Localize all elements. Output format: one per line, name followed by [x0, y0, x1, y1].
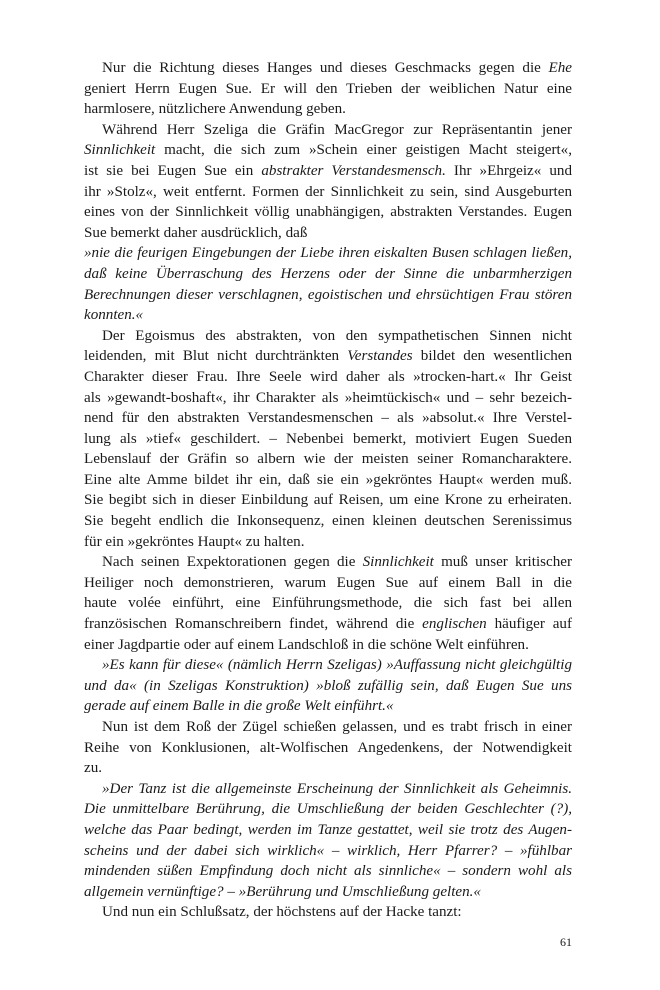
- text-line: [84, 696, 572, 717]
- italic-text: Die unmittelbare Berührung, die Umschließung der beiden Geschlechter (?),: [84, 801, 572, 818]
- book-page-text: [84, 58, 572, 923]
- text-line: [84, 182, 572, 203]
- body-text: Heiliger noch demonstrieren, warum Eugen Sue auf einem Ball in die: [84, 574, 572, 591]
- body-text: als »gewandt-boshaft«, ihr Charakter als »heimtückisch« und – sehr bezeich-: [84, 389, 572, 406]
- body-text: Nach seinen Expektorationen gegen die: [102, 554, 363, 571]
- text-line: [84, 841, 572, 862]
- text-line: [84, 573, 572, 594]
- body-text: harmlosere, nützlichere Anwendung geben.: [84, 101, 346, 118]
- text-line: [84, 79, 572, 100]
- body-text: Nur die Richtung dieses Hanges und dieses Geschmacks gegen die: [102, 60, 549, 76]
- italic-text: Berechnungen dieser verschlagnen, egoistischen und ehrsüchtigen Frau stören: [84, 286, 572, 303]
- text-line: [84, 532, 572, 553]
- text-line: [84, 902, 572, 923]
- text-line: [84, 326, 572, 347]
- text-line: [84, 614, 572, 635]
- text-line: [84, 285, 572, 306]
- body-text: Ihr »Ehrgeiz« und: [445, 162, 572, 179]
- text-line: [84, 243, 572, 264]
- body-text: Der Egoismus des abstrakten, von den sympathetischen Sinnen nicht: [102, 327, 572, 344]
- body-text: eines von der Sinnlichkeit völlig unabhängigen, abstrakten Verstandes. Eugen: [84, 204, 572, 221]
- body-text: Während Herr Szeliga die Gräfin MacGregor zur Repräsentantin jener: [102, 121, 572, 138]
- text-line: [84, 305, 572, 326]
- text-line: [84, 655, 572, 676]
- body-text: zu.: [84, 760, 103, 777]
- body-text: Sie begeht endlich die Inkonsequenz, einen kleinen deutschen Serenissimus: [84, 513, 572, 530]
- italic-text: gerade auf einem Balle in die große Welt einführt.«: [84, 698, 394, 715]
- italic-text: »nie die feurigen Eingebungen der Liebe ihren eiskalten Busen schlagen ließen,: [84, 245, 572, 262]
- text-line: [84, 264, 572, 285]
- text-line: [84, 738, 572, 759]
- text-line: [84, 346, 572, 367]
- body-text: Eine alte Amme bildet ihr ein, daß sie ein »gekröntes Haupt« werden muß.: [84, 471, 572, 488]
- italic-text: und da« (in Szeligas Konstruktion) »bloß zufällig sein, daß Eugen Sue uns: [84, 677, 572, 694]
- text-line: [84, 593, 572, 614]
- text-line: [84, 161, 572, 182]
- body-text: Charakter dieser Frau. Ihre Seele wird daher als »trocken-hart.« Ihr Geist: [84, 368, 572, 385]
- italic-text: englischen: [422, 616, 487, 633]
- text-line: [84, 861, 572, 882]
- body-text: französischen Romanschreibern findet, während die: [84, 616, 423, 633]
- text-line: [84, 470, 572, 491]
- text-line: [84, 449, 572, 470]
- text-line: [84, 429, 572, 450]
- text-line: [84, 408, 572, 429]
- italic-text: Ehe: [548, 60, 572, 76]
- body-text: Sie begibt sich in dieser Einbildung auf Reisen, um eine Krone zu erheiraten.: [84, 492, 572, 509]
- text-line: [84, 779, 572, 800]
- page-number: 61: [560, 935, 572, 949]
- body-text: nend für den abstrakten Verstandesmenschen – als »absolut.« Ihre Verstel-: [84, 410, 572, 427]
- body-text: bildet den wesentlichen: [412, 348, 572, 365]
- text-line: [84, 635, 572, 656]
- text-line: [84, 202, 572, 223]
- body-text: ist sie bei Eugen Sue ein: [84, 162, 262, 179]
- text-line: [84, 882, 572, 903]
- italic-text: Verstandes: [347, 348, 413, 365]
- text-line: [84, 120, 572, 141]
- body-text: geniert Herrn Eugen Sue. Er will den Trieben der weiblichen Natur eine: [84, 80, 572, 97]
- body-text: Sue bemerkt daher ausdrücklich, daß: [84, 224, 308, 241]
- italic-text: welche das Paar bedingt, werden im Tanze gestattet, weil sie trotz des Augen-: [84, 821, 572, 838]
- italic-text: »Der Tanz ist die allgemeinste Erscheinung der Sinnlichkeit als Geheimnis.: [102, 780, 572, 797]
- italic-text: »Es kann für diese« (nämlich Herrn Szeligas) »Auffassung nicht gleichgültig: [102, 657, 572, 674]
- body-text: Nun ist dem Roß der Zügel schießen gelassen, und es trabt frisch in einer: [102, 719, 572, 735]
- italic-text: Sinnlichkeit: [84, 142, 156, 159]
- italic-text: konnten.«: [84, 307, 144, 324]
- body-text: für ein »gekröntes Haupt« zu halten.: [84, 533, 305, 550]
- italic-text: mindenden süßen Empfindung doch nicht als sinnliche« – sondern wohl als: [84, 863, 572, 880]
- italic-text: scheins und der dabei sich wirklich« – wirklich, Herr Pfarrer? – »fühlbar: [84, 842, 572, 859]
- italic-text: Sinnlichkeit: [362, 554, 434, 571]
- text-line: [84, 820, 572, 841]
- body-text: leidenden, mit Blut nicht durchtränkten: [84, 348, 348, 365]
- body-text: häufiger auf: [486, 616, 572, 633]
- body-text: Reihe von Konklusionen, alt-Wolfischen Angedenkens, der Notwendigkeit: [84, 739, 572, 756]
- body-text: einer Jagdpartie oder auf einem Landschloß in die schöne Welt einführen.: [84, 636, 529, 653]
- text-line: [84, 511, 572, 532]
- italic-text: allgemein vernünftige? – »Berührung und Umschließung gelten.«: [84, 883, 481, 900]
- italic-text: daß keine Überraschung des Herzens oder der Sinne die unbarmherzigen: [84, 265, 572, 282]
- text-line: [84, 388, 572, 409]
- text-line: [84, 799, 572, 820]
- text-line: [84, 367, 572, 388]
- body-text: Und nun ein Schlußsatz, der höchstens auf der Hacke tanzt:: [102, 904, 462, 921]
- italic-text: abstrakter Verstandesmensch.: [261, 162, 446, 179]
- text-line: [84, 676, 572, 697]
- text-line: [84, 552, 572, 573]
- text-line: [84, 58, 572, 79]
- body-text: Lebenslauf der Gräfin so albern wie der meisten seiner Romancharaktere.: [84, 451, 572, 468]
- text-line: [84, 99, 572, 120]
- text-line: [84, 223, 572, 244]
- text-line: [84, 140, 572, 161]
- text-line: [84, 490, 572, 511]
- text-line: [84, 717, 572, 738]
- text-line: [84, 758, 572, 779]
- body-text: muß unser kritischer: [433, 554, 572, 571]
- body-text: haute volée einführt, eine Einführungsmethode, die sich fast bei allen: [84, 595, 572, 612]
- body-text: macht, die sich zum »Schein einer geistigen Macht steigert«,: [155, 142, 572, 159]
- body-text: ihr »Stolz«, weit entfernt. Formen der Sinnlichkeit zu sein, sind Ausgeburten: [84, 183, 572, 200]
- body-text: lung als »tief« geschildert. – Nebenbei bemerkt, motiviert Eugen Sueden: [84, 430, 572, 447]
